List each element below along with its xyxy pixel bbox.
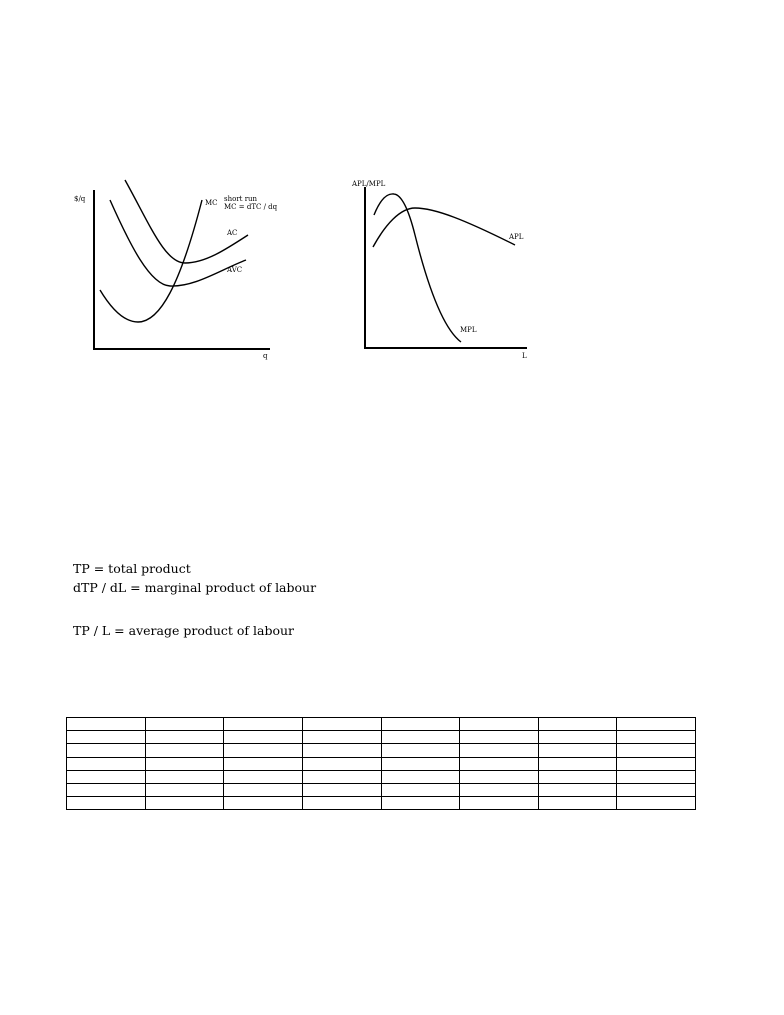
table-cell — [460, 770, 539, 783]
table-cell — [617, 770, 696, 783]
table-cell — [460, 744, 539, 757]
table-cell — [460, 783, 539, 796]
table-row — [67, 783, 696, 796]
table-cell — [67, 731, 146, 744]
table-cell — [381, 744, 460, 757]
table-cell — [145, 797, 224, 810]
table-cell — [381, 797, 460, 810]
table-body — [67, 718, 696, 810]
table-cell — [617, 757, 696, 770]
table-cell — [302, 744, 381, 757]
table-cell — [538, 731, 617, 744]
product-curves-svg — [345, 175, 545, 365]
cost-x-label: q — [263, 352, 268, 360]
table-cell — [145, 718, 224, 731]
table-cell — [224, 718, 303, 731]
table-cell — [302, 797, 381, 810]
table-cell — [145, 757, 224, 770]
table-cell — [67, 770, 146, 783]
table-cell — [67, 757, 146, 770]
table-cell — [538, 770, 617, 783]
short-run-note: short run — [224, 195, 258, 203]
mpl-definition: dTP / dL = marginal product of labour — [73, 580, 317, 595]
empty-table — [66, 717, 696, 810]
table-cell — [617, 783, 696, 796]
table-cell — [302, 770, 381, 783]
table-cell — [67, 718, 146, 731]
table-cell — [381, 731, 460, 744]
table-cell — [145, 744, 224, 757]
table-cell — [224, 757, 303, 770]
table-cell — [224, 744, 303, 757]
avc-label: AVC — [227, 266, 243, 274]
cost-y-label: $/q — [74, 195, 86, 203]
table-cell — [302, 783, 381, 796]
mpl-curve — [374, 194, 461, 342]
table-cell — [538, 718, 617, 731]
ac-curve — [125, 180, 248, 263]
table-cell — [67, 744, 146, 757]
avc-curve — [110, 200, 246, 286]
cost-curves-svg — [70, 175, 285, 365]
table-cell — [460, 718, 539, 731]
apl-definition: TP / L = average product of labour — [73, 623, 295, 638]
table-cell — [67, 797, 146, 810]
table-row — [67, 718, 696, 731]
ac-label: AC — [227, 229, 238, 237]
mc-formula-note: MC = dTC / dq — [224, 203, 278, 211]
apl-label: APL — [509, 233, 524, 241]
table-cell — [381, 718, 460, 731]
table-cell — [145, 731, 224, 744]
table-cell — [302, 757, 381, 770]
spacer — [73, 597, 316, 621]
product-x-label: L — [522, 352, 527, 360]
table-cell — [145, 770, 224, 783]
table-cell — [145, 783, 224, 796]
cost-axes — [94, 190, 270, 349]
table-row — [67, 744, 696, 757]
table-cell — [538, 744, 617, 757]
table-cell — [460, 731, 539, 744]
table-cell — [538, 757, 617, 770]
table-cell — [224, 797, 303, 810]
table-cell — [224, 770, 303, 783]
table-cell — [67, 783, 146, 796]
table-cell — [224, 731, 303, 744]
product-y-label: APL/MPL — [352, 180, 386, 188]
table-cell — [617, 718, 696, 731]
table-cell — [460, 757, 539, 770]
table-cell — [381, 770, 460, 783]
table-cell — [381, 783, 460, 796]
table-cell — [538, 797, 617, 810]
table-cell — [460, 797, 539, 810]
mc-label: MC — [205, 199, 218, 207]
table-cell — [617, 797, 696, 810]
cost-curves-figure — [70, 175, 285, 365]
table-cell — [302, 731, 381, 744]
definitions-block — [73, 559, 316, 640]
table-cell — [302, 718, 381, 731]
table-cell — [617, 744, 696, 757]
product-curves-figure — [345, 175, 545, 365]
table-cell — [224, 783, 303, 796]
table-row — [67, 757, 696, 770]
apl-curve — [373, 208, 515, 247]
mpl-label: MPL — [460, 326, 477, 334]
table-cell — [538, 783, 617, 796]
table-row — [67, 797, 696, 810]
table-row — [67, 770, 696, 783]
table-cell — [617, 731, 696, 744]
tp-definition: TP = total product — [73, 561, 191, 576]
mc-curve — [100, 200, 202, 322]
table-row — [67, 731, 696, 744]
table-cell — [381, 757, 460, 770]
